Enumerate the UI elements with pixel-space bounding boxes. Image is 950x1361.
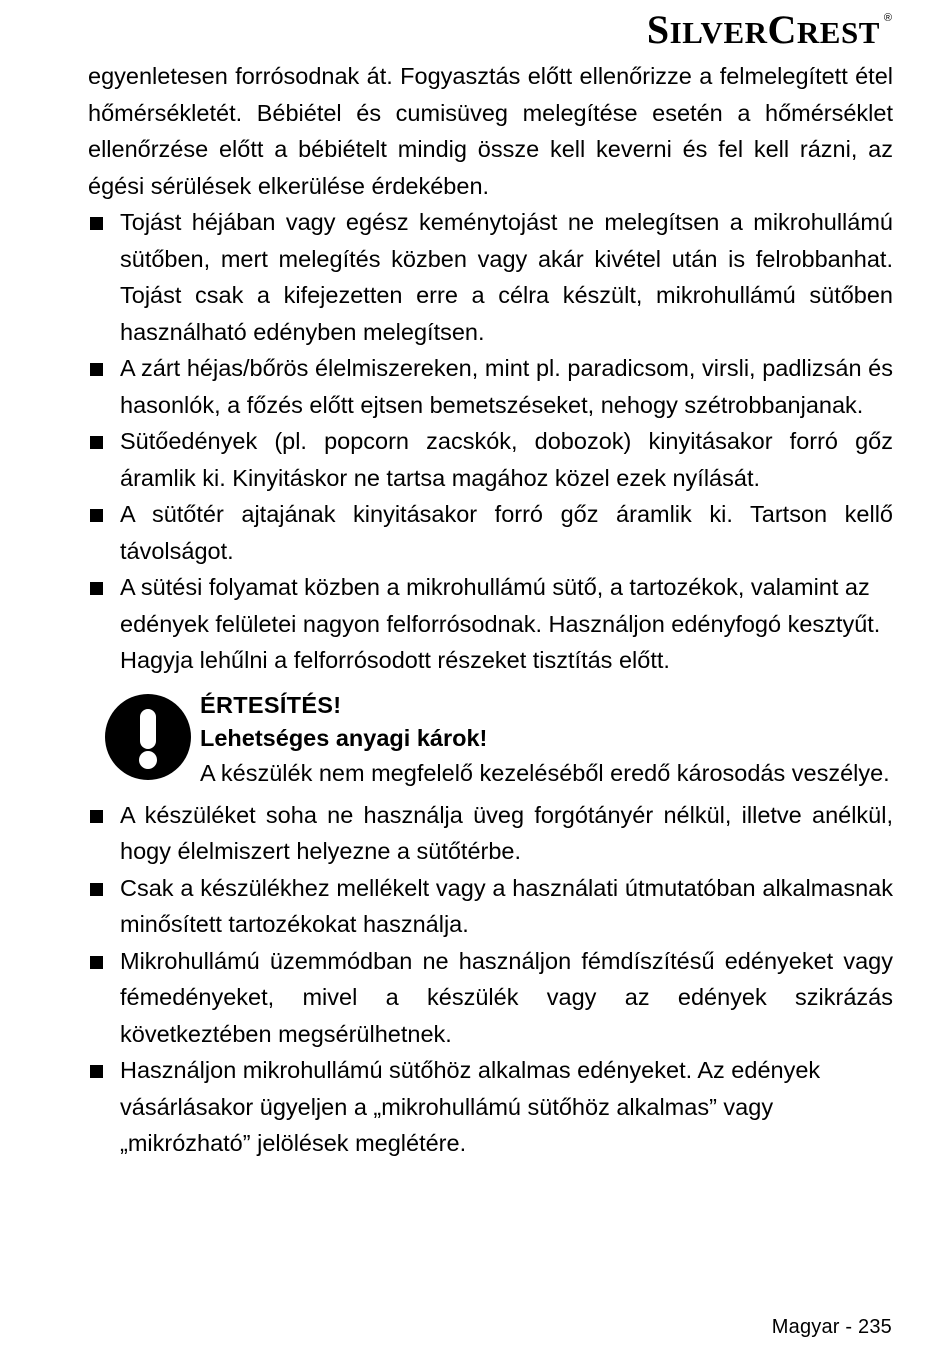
list-item-text: Tojást héjában vagy egész keménytojást ne melegítsen a mikrohullámú sütőben, mert melegítés közben vagy akár kivétel után is felrobbanhat. Tojást csak a kifejezetten erre a célra készült, mikrohullámú sütőben használható edényben melegítsen. xyxy=(120,209,893,345)
list-item-text: A zárt héjas/bőrös élelmiszereken, mint pl. paradicsom, virsli, padlizsán és hasonlók, a főzés előtt ejtsen bemetszéseket, nehogy szétrobbanjanak. xyxy=(120,355,893,418)
list-item xyxy=(88,496,893,569)
brand-wordmark xyxy=(646,7,880,52)
registered-trademark-symbol: ® xyxy=(883,12,892,24)
list-item xyxy=(88,569,893,679)
brand-s: S xyxy=(646,7,670,52)
bullet-square-icon xyxy=(90,509,103,522)
bullet-square-icon xyxy=(90,956,103,969)
brand-ilver: ILVER xyxy=(669,15,768,50)
list-item-text: A készüléket soha ne használja üveg forgótányér nélkül, illetve anélkül, hogy élelmiszert helyezne a sütőtérbe. xyxy=(120,801,893,864)
notice-title: ÉRTESÍTÉS! xyxy=(200,691,342,718)
brand-logo xyxy=(646,7,892,52)
notice-subtitle: Lehetséges anyagi károk! xyxy=(200,724,488,751)
bullet-square-icon xyxy=(90,436,103,449)
list-item-text: Csak a készülékhez mellékelt vagy a használati útmutatóban alkalmasnak minősített tartozékokat használja. xyxy=(120,874,893,937)
page-content xyxy=(88,58,893,1162)
exclamation-circle-icon xyxy=(104,693,192,781)
list-item xyxy=(88,204,893,350)
list-item-text: A sütőtér ajtajának kinyitásakor forró gőz áramlik ki. Tartson kellő távolságot. xyxy=(120,501,893,564)
list-item-text: A sütési folyamat közben a mikrohullámú sütő, a tartozékok, valamint az edények felületei nagyon felforrósodnak. Használjon edényfogó kesztyűt. Hagyja lehűlni a felforrósodott részeket tisztítás előtt. xyxy=(120,574,881,673)
list-item xyxy=(88,1052,893,1162)
bullet-square-icon xyxy=(90,582,103,595)
list-item xyxy=(88,797,893,870)
warning-list-bottom xyxy=(88,797,893,1162)
list-item xyxy=(88,943,893,1053)
list-item-text: Használjon mikrohullámú sütőhöz alkalmas edényeket. Az edények vásárlásakor ügyeljen a „mikrohullámú sütőhöz alkalmas” vagy „mikrózható” jelölések meglétére. xyxy=(120,1057,821,1156)
bullet-square-icon xyxy=(90,1065,103,1078)
bullet-square-icon xyxy=(90,363,103,376)
list-item xyxy=(88,423,893,496)
bullet-square-icon xyxy=(90,810,103,823)
bullet-square-icon xyxy=(90,883,103,896)
list-item xyxy=(88,350,893,423)
bullet-square-icon xyxy=(90,217,103,230)
warning-list-top xyxy=(88,204,893,679)
notice-body: A készülék nem megfelelő kezeléséből eredő károsodás veszélye. xyxy=(200,759,890,786)
notice-block xyxy=(88,689,893,797)
list-item-text: Mikrohullámú üzemmódban ne használjon fémdíszítésű edényeket vagy fémedényeket, mivel a készülék vagy az edények szikrázás következtében megsérülhetnek. xyxy=(120,947,893,1047)
brand-rest: REST xyxy=(796,15,880,50)
intro-paragraph: egyenletesen forrósodnak át. Fogyasztás előtt ellenőrizze a felmelegített étel hőmérsékletét. Bébiétel és cumisüveg melegítése esetén a hőmérséklet ellenőrzése előtt a bébiételt mindig össze kell keverni és fel kell rázni, az égési sérülések elkerülése érdekében. xyxy=(88,63,893,199)
page-footer: Magyar - 235 xyxy=(771,1316,892,1338)
list-item xyxy=(88,870,893,943)
list-item-text: Sütőedények (pl. popcorn zacskók, dobozok) kinyitásakor forró gőz áramlik ki. Kinyitáskor ne tartsa magához közel ezek nyílását. xyxy=(120,428,893,491)
brand-c: C xyxy=(767,7,797,52)
